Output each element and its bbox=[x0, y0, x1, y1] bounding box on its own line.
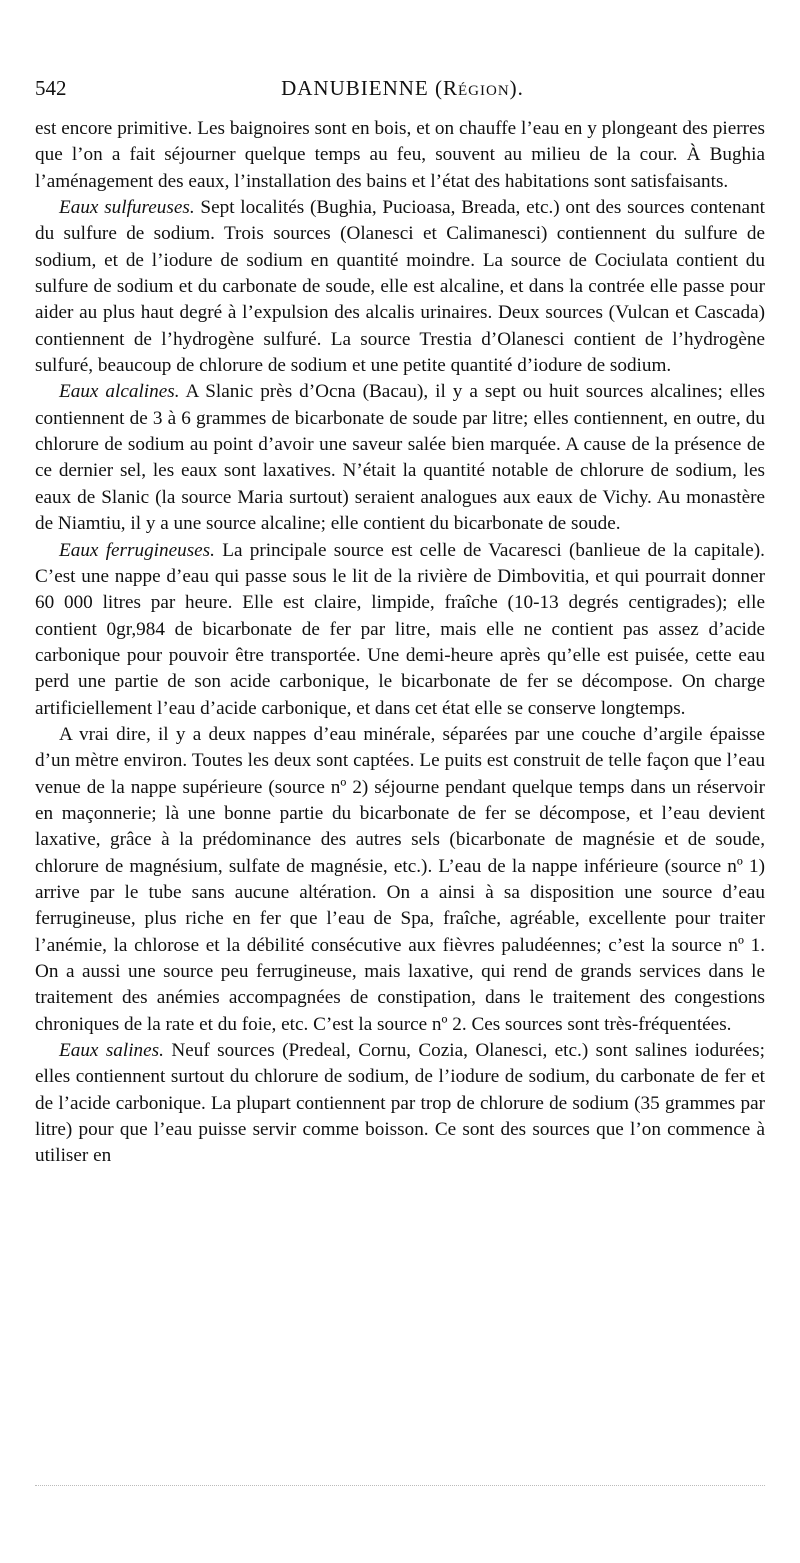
body-text bbox=[35, 116, 765, 1170]
paragraph-two-aquifers: A vrai dire, il y a deux nappes d’eau minérale, séparées par une couche d’argile épaisse d’un mètre environ. Toutes les deux sont captées. Le puits est construit de telle façon que l’eau venue de la nappe supérieure (source nº 2) séjourne pendant quelque temps dans un réservoir en maçonnerie; là une bonne partie du bicarbonate de fer se décompose, et l’eau devient laxative, grâce à la prédominance des autres sels (bicarbonate de magnésie et de soude, chlorure de magnésium, sulfate de magnésie, etc.). L’eau de la nappe inférieure (source nº 1) arrive par le tube sans aucune altération. On a ainsi à sa disposition une source d’eau ferrugineuse, plus riche en fer que l’eau de Spa, fraîche, agréable, excellente pour traiter l’anémie, la chlorose et la débilité consécutive aux fièvres paludéennes; c’est la source nº 1. On a aussi une source peu ferrugineuse, mais laxative, qui rend de grands services dans le traitement des anémies accompagnées de constipation, dans le traitement des congestions chroniques de la rate et du foie, etc. C’est la source nº 2. Ces sources sont très-fréquentées. bbox=[35, 723, 765, 1035]
page-number: 542 bbox=[35, 76, 67, 100]
paragraph-text: Neuf sources (Predeal, Cornu, Cozia, Olanesci, etc.) sont salines iodurées; elles contiennent surtout du chlorure de sodium, de l’iodure de sodium, du carbonate de fer et de l’acide carbonique. La plupart contiennent par trop de chlorure de sodium (35 grammes par litre) pour que l’eau puisse servir comme boisson. Ce sont des sources que l’on commence à utiliser en bbox=[35, 1040, 765, 1167]
running-header bbox=[35, 76, 770, 106]
running-title-main: DANUBIENNE bbox=[281, 76, 429, 100]
running-title: DANUBIENNE (Région). bbox=[281, 76, 524, 100]
section-heading-sulfurous: Eaux sulfureuses. bbox=[59, 197, 195, 219]
section-heading-saline: Eaux salines. bbox=[59, 1040, 164, 1062]
paragraph-saline-waters bbox=[35, 1038, 765, 1170]
section-heading-ferruginous: Eaux ferrugineuses. bbox=[59, 539, 215, 561]
paragraph-text: Sept localités (Bughia, Pucioasa, Breada, etc.) ont des sources contenant du sulfure de sodium. Trois sources (Olanesci et Calimanesci) contiennent du sulfure de sodium, et de l’iodure de sodium en quantité moindre. La source de Cociulata contient du sulfure de sodium et du carbonate de soude, elle est alcaline, et dans la contrée elle passe pour aider au plus haut degré à l’expulsion des alcalis urinaires. Deux sources (Vulcan et Cascada) contiennent de l’hydrogène sulfuré. La source Trestia d’Olanesci contient de l’hydrogène sulfuré, beaucoup de chlorure de sodium et une petite quantité d’iodure de sodium. bbox=[35, 197, 765, 377]
running-title-region: Région bbox=[442, 76, 510, 100]
paragraph-alkaline-waters bbox=[35, 379, 765, 537]
paragraph-text: La principale source est celle de Vacaresci (banlieue de la capitale). C’est une nappe d’eau qui passe sous le lit de la rivière de Dimbovitia, et qui pourrait donner 60 000 litres par heure. Elle est claire, limpide, fraîche (10-13 degrés centigrades); elle contient 0gr,984 de bicarbonate de fer par litre, mais elle ne contient pas assez d’acide carbonique pour pouvoir être transportée. Une demi-heure après qu’elle est puisée, cette eau perd une partie de son acide carbonique, le bicarbonate de fer se décompose. On charge artificiellement l’eau d’acide carbonique, et dans cet état elle se conserve longtemps. bbox=[35, 539, 765, 719]
section-heading-alkaline: Eaux alcalines. bbox=[59, 381, 180, 403]
scan-artifact-line bbox=[35, 1485, 765, 1490]
paragraph-sulfurous-waters bbox=[35, 195, 765, 379]
paragraph-continuation: est encore primitive. Les baignoires sont en bois, et on chauffe l’eau en y plongeant des pierres que l’on a fait séjourner quelque temps au feu, souvent au milieu de la cour. À Bughia l’aménagement des eaux, l’installation des bains et l’état des habitations sont satisfaisants. bbox=[35, 118, 765, 192]
paragraph-ferruginous-waters bbox=[35, 538, 765, 722]
paragraph-text: A Slanic près d’Ocna (Bacau), il y a sept ou huit sources alcalines; elles contiennent de 3 à 6 grammes de bicarbonate de soude par litre; elles contiennent, en outre, du chlorure de sodium au point d’avoir une saveur salée bien marquée. A cause de la présence de ce dernier sel, les eaux sont laxatives. N’était la quantité notable de chlorure de sodium, les eaux de Slanic (la source Maria surtout) seraient analogues aux eaux de Vichy. Au monastère de Niamtiu, il y a une source alcaline; elle contient du bicarbonate de soude. bbox=[35, 381, 765, 535]
